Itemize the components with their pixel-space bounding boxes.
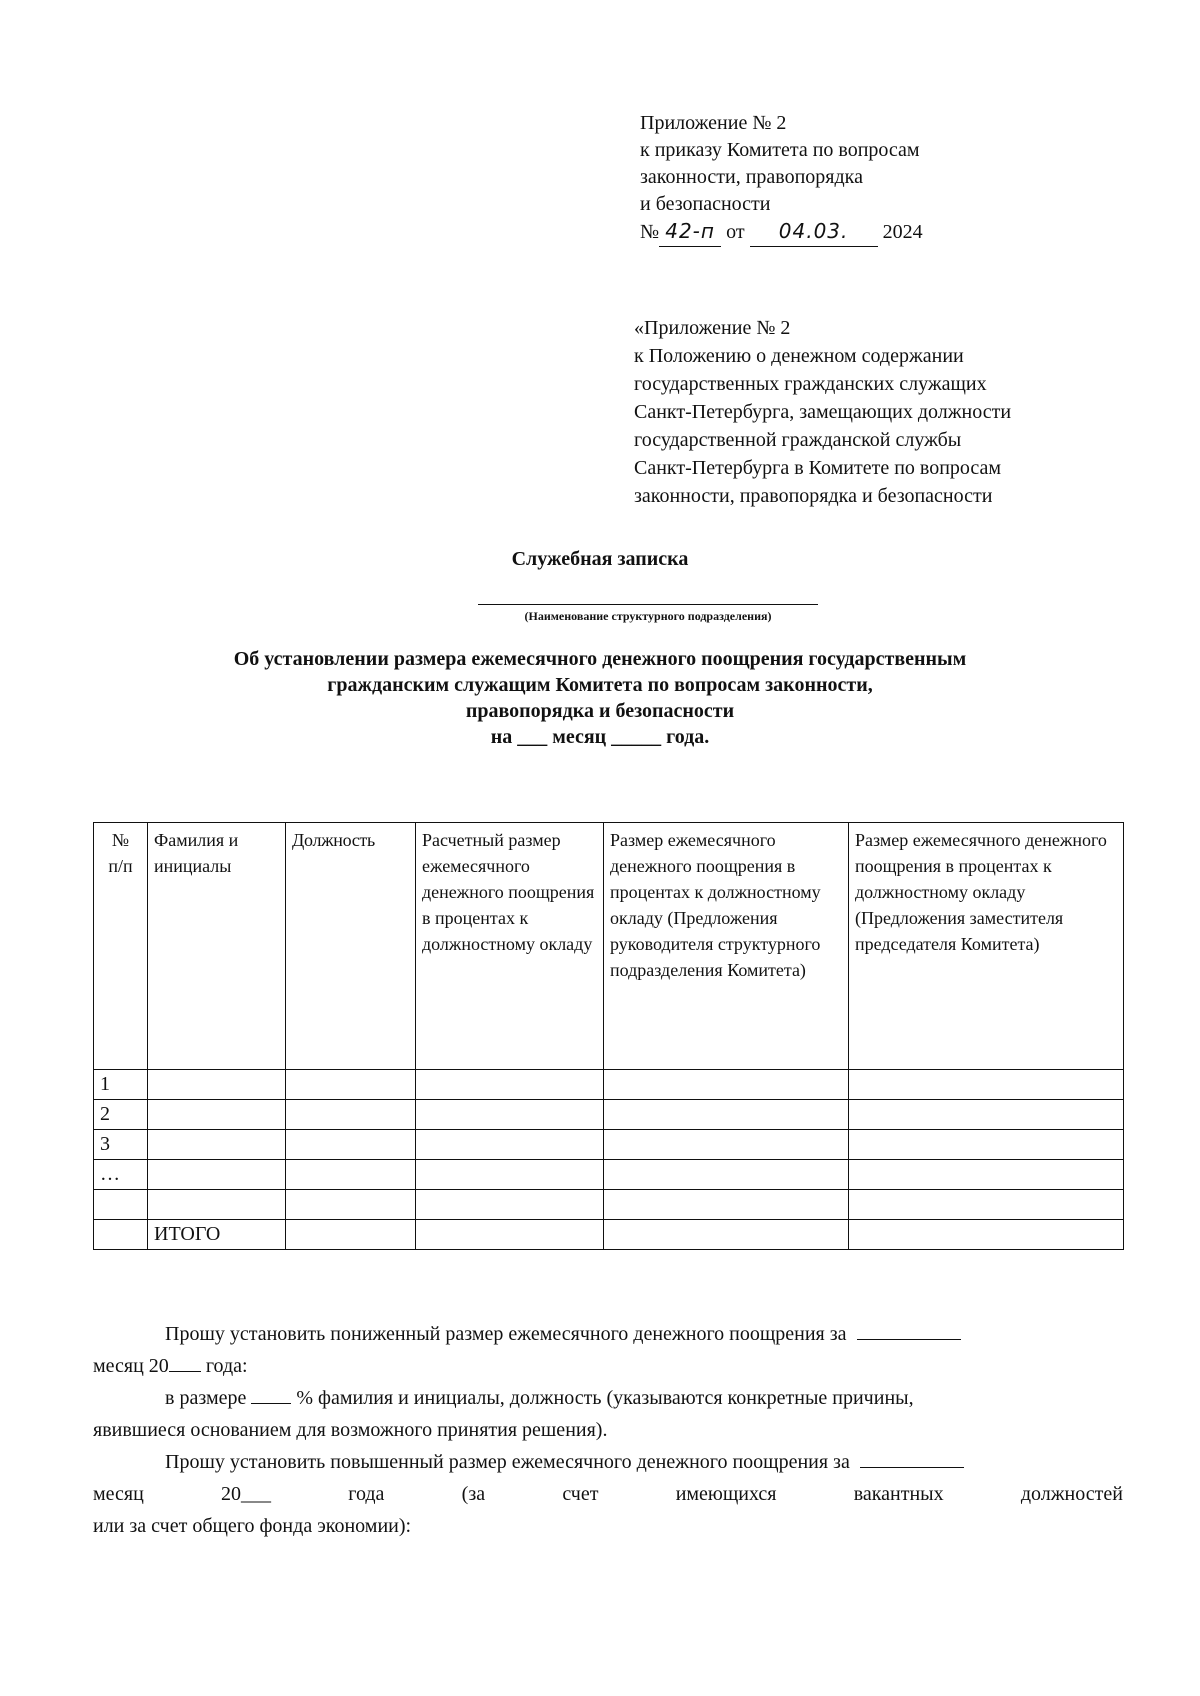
paragraph-justified-line [93, 1478, 1123, 1510]
col-header-number-sign: № [111, 830, 130, 850]
table-cell[interactable] [604, 1190, 849, 1220]
word: вакантных [853, 1483, 944, 1505]
table-cell[interactable] [148, 1070, 286, 1100]
table-cell[interactable] [416, 1160, 604, 1190]
regulation-header-line: «Приложение № 2 [634, 317, 791, 339]
subject-line: на ___ месяц _____ года. [490, 726, 710, 748]
month-blank[interactable] [860, 1467, 964, 1468]
col-header-head-proposal: Размер ежемесячного денежного поощрения в процентах к должностному окладу (Предложения руководителя структурного подразделения Комитета) [604, 823, 849, 1070]
word: счет [562, 1483, 599, 1505]
word: (за [461, 1483, 486, 1505]
percent-blank[interactable] [251, 1403, 291, 1404]
row-number [94, 1220, 148, 1250]
table-cell[interactable] [416, 1220, 604, 1250]
order-year: 2024 [882, 221, 923, 243]
paragraph-line: или за счет общего фонда экономии): [93, 1515, 412, 1537]
paragraph-text: года: [205, 1355, 248, 1377]
table-cell[interactable] [604, 1160, 849, 1190]
order-header-line: Приложение № 2 [640, 112, 787, 134]
table-cell[interactable] [849, 1130, 1124, 1160]
table-cell[interactable] [849, 1220, 1124, 1250]
paragraph-line: явившиеся основанием для возможного принятия решения). [93, 1419, 608, 1441]
table-row [94, 1190, 1124, 1220]
table-row [94, 1100, 1124, 1130]
col-header-deputy-proposal: Размер ежемесячного денежного поощрения в процентах к должностному окладу (Предложения заместителя председателя Комитета) [849, 823, 1124, 1070]
paragraph-text: в размере [165, 1387, 247, 1409]
regulation-attachment-header [634, 314, 1011, 510]
table-cell[interactable] [849, 1100, 1124, 1130]
order-header-line: к приказу Комитета по вопросам [640, 139, 920, 161]
order-header-line: законности, правопорядка [640, 166, 863, 188]
paragraph-line [93, 1446, 1123, 1478]
table-header-row [94, 823, 1124, 1070]
paragraph-reduced-bonus [93, 1318, 1123, 1382]
paragraph-text: Прошу установить повышенный размер ежемесячного денежного поощрения за [165, 1451, 850, 1473]
col-header-name: Фамилия и инициалы [148, 823, 286, 1070]
table-cell[interactable] [148, 1190, 286, 1220]
table-row [94, 1130, 1124, 1160]
paragraph-reason [93, 1382, 1123, 1446]
word: должностей [1020, 1483, 1123, 1505]
table-row [94, 1070, 1124, 1100]
table-cell[interactable] [849, 1070, 1124, 1100]
col-header-position: Должность [286, 823, 416, 1070]
paragraph-line [93, 1382, 1123, 1414]
subject-line: гражданским служащим Комитета по вопросам законности, [327, 674, 873, 696]
word: месяц [93, 1483, 144, 1505]
row-number: 2 [94, 1100, 148, 1130]
table-cell[interactable] [416, 1100, 604, 1130]
row-number: … [94, 1160, 148, 1190]
row-number [94, 1190, 148, 1220]
word: 20___ [221, 1483, 272, 1505]
regulation-header-line: государственных гражданских служащих [634, 373, 987, 395]
regulation-header-line: Санкт-Петербурга, замещающих должности [634, 401, 1012, 423]
row-number: 3 [94, 1130, 148, 1160]
table-cell[interactable] [604, 1100, 849, 1130]
table-cell[interactable] [604, 1130, 849, 1160]
table-cell[interactable] [416, 1070, 604, 1100]
subject-line: Об установлении размера ежемесячного денежного поощрения государственным [233, 648, 967, 670]
order-date-handwritten: 04.03. [778, 219, 849, 243]
table-cell[interactable] [604, 1070, 849, 1100]
month-blank[interactable] [857, 1339, 961, 1340]
paragraph-text: Прошу установить пониженный размер ежемесячного денежного поощрения за [165, 1323, 847, 1345]
table-cell[interactable] [416, 1190, 604, 1220]
col-header-calculated: Расчетный размер ежемесячного денежного поощрения в процентах к должностному окладу [416, 823, 604, 1070]
table-cell[interactable] [286, 1070, 416, 1100]
regulation-header-line: законности, правопорядка и безопасности [634, 485, 993, 507]
table-row [94, 1160, 1124, 1190]
table-total-row [94, 1220, 1124, 1250]
table-cell[interactable] [286, 1190, 416, 1220]
subject-line: правопорядка и безопасности [465, 700, 735, 722]
regulation-header-line: к Положению о денежном содержании [634, 345, 964, 367]
table-cell[interactable] [604, 1220, 849, 1250]
table-cell[interactable] [849, 1190, 1124, 1220]
total-label: ИТОГО [148, 1220, 286, 1250]
year-blank[interactable] [169, 1371, 201, 1372]
word: имеющихся [675, 1483, 777, 1505]
paragraph-text: % фамилия и инициалы, должность (указываются конкретные причины, [296, 1387, 914, 1409]
department-caption: (Наименование структурного подразделения) [478, 604, 818, 624]
order-number-line [640, 218, 923, 247]
col-header-number [94, 823, 148, 1070]
regulation-header-line: Санкт-Петербурга в Комитете по вопросам [634, 457, 1002, 479]
bonus-table [93, 822, 1124, 1250]
paragraph-line [93, 1318, 1123, 1350]
regulation-header-line: государственной гражданской службы [634, 429, 962, 451]
table-cell[interactable] [286, 1130, 416, 1160]
table-cell[interactable] [148, 1100, 286, 1130]
table-cell[interactable] [148, 1130, 286, 1160]
order-number-handwritten: 42-п [665, 219, 715, 243]
row-number: 1 [94, 1070, 148, 1100]
document-title: Служебная записка [511, 548, 689, 570]
table-cell[interactable] [286, 1220, 416, 1250]
paragraph-text: месяц 20 [93, 1355, 169, 1377]
subject-heading [0, 646, 1200, 750]
from-word: от [726, 221, 745, 243]
paragraph-line [93, 1350, 1123, 1382]
col-header-number-pp: п/п [108, 856, 133, 876]
number-sign: № [640, 221, 660, 243]
table-cell[interactable] [849, 1160, 1124, 1190]
table-cell[interactable] [286, 1160, 416, 1190]
table-cell[interactable] [416, 1130, 604, 1160]
word: года [348, 1483, 385, 1505]
order-attachment-header [640, 110, 923, 247]
table-cell[interactable] [286, 1100, 416, 1130]
table-cell[interactable] [148, 1160, 286, 1190]
paragraph-increased-bonus [93, 1446, 1123, 1542]
order-header-line: и безопасности [640, 193, 771, 215]
